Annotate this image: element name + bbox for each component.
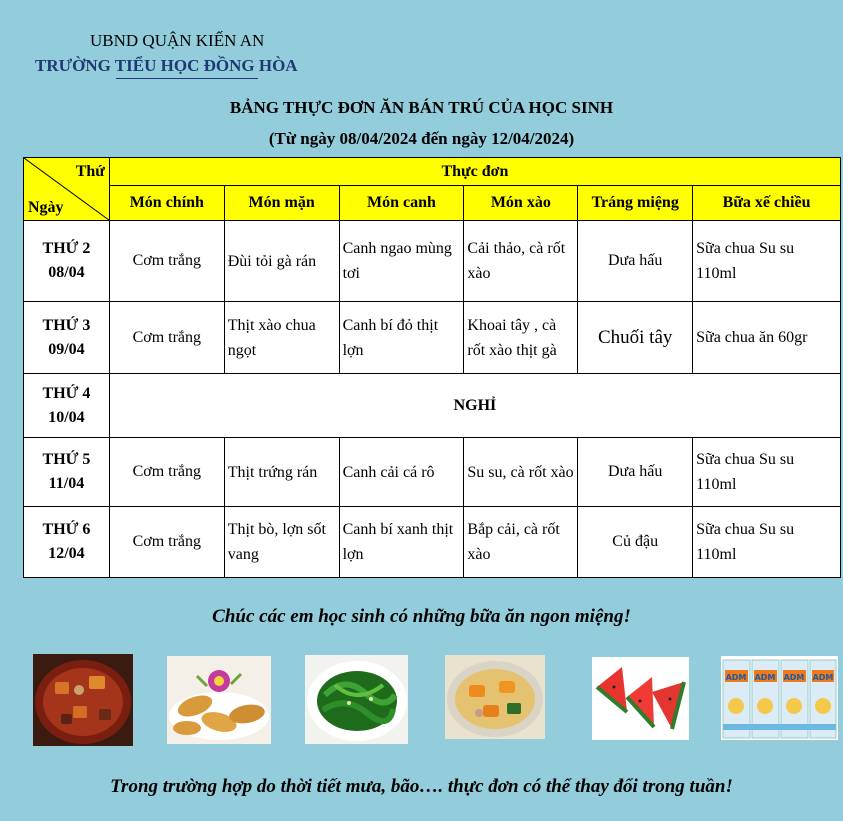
- table-row: [24, 507, 841, 578]
- carton-label: ADM: [725, 673, 747, 682]
- day-cell: [24, 438, 110, 507]
- table-row: [24, 302, 841, 374]
- org-name: UBND QUẬN KIẾN AN: [90, 31, 265, 50]
- column-header: Bữa xế chiều: [693, 186, 841, 221]
- column-header: Món xào: [464, 186, 578, 221]
- carton-label: ADM: [754, 673, 776, 682]
- day-date: 10/04: [48, 408, 85, 426]
- column-header: Món chính: [109, 186, 224, 221]
- corner-label-day: Thứ: [75, 163, 105, 180]
- table-row: [24, 374, 841, 438]
- dish-cell: Củ đậu: [578, 507, 693, 578]
- dish-cell: Canh bí xanh thịt lợn: [339, 507, 464, 578]
- menu-date-range: (Từ ngày 08/04/2024 đến ngày 12/04/2024): [268, 129, 575, 148]
- dish-cell: Khoai tây , cà rốt xào thịt gà: [464, 302, 578, 374]
- day-name: THỨ 3: [42, 316, 91, 334]
- dish-cell: Canh bí đỏ thịt lợn: [339, 302, 464, 374]
- dish-cell: Sữa chua Su su 110ml: [693, 221, 841, 302]
- dish-cell: Cơm trắng: [109, 302, 224, 374]
- column-header: Tráng miệng: [578, 186, 693, 221]
- school-underline: [116, 78, 258, 79]
- carton-label: ADM: [783, 673, 805, 682]
- group-header: Thực đơn: [109, 158, 840, 186]
- day-date: 09/04: [48, 340, 85, 358]
- dish-cell: Sữa chua ăn 60gr: [693, 302, 841, 374]
- carton-label: ADM: [812, 673, 834, 682]
- dish-cell: Dưa hấu: [578, 221, 693, 302]
- fried-chicken-photo: [167, 656, 271, 744]
- dish-cell: Dưa hấu: [578, 438, 693, 507]
- column-header: Món canh: [339, 186, 464, 221]
- pumpkin-soup-photo: [445, 655, 545, 739]
- table-header-row: [24, 158, 841, 186]
- corner-label-date: Ngày: [28, 199, 64, 216]
- day-name: THỨ 6: [42, 521, 91, 538]
- table-row: [24, 438, 841, 507]
- dish-cell: Canh cải cá rô: [339, 438, 464, 507]
- wish-message: Chúc các em học sinh có những bữa ăn ngon miệng!: [212, 606, 631, 627]
- dish-cell: Đùi tỏi gà rán: [224, 221, 339, 302]
- dish-cell: Cơm trắng: [109, 221, 224, 302]
- dish-cell: Chuối tây: [578, 302, 693, 374]
- day-name: THỨ 4: [42, 384, 91, 402]
- dish-cell: Bắp cải, cà rốt xào: [464, 507, 578, 578]
- watermelon-photo: [592, 657, 689, 740]
- menu-table: [23, 157, 841, 578]
- column-header: Món mặn: [224, 186, 339, 221]
- day-cell: [24, 374, 110, 438]
- day-date: 11/04: [48, 475, 85, 492]
- menu-title: BẢNG THỰC ĐƠN ĂN BÁN TRÚ CỦA HỌC SINH: [229, 98, 614, 117]
- corner-cell: [24, 158, 110, 221]
- day-date: 08/04: [48, 264, 85, 281]
- dish-cell: Su su, cà rốt xào: [464, 438, 578, 507]
- beef-stew-photo: [33, 654, 133, 746]
- day-cell: [24, 302, 110, 374]
- stir-fried-greens-photo: [305, 655, 408, 744]
- dish-cell: Cải thảo, cà rốt xào: [464, 221, 578, 302]
- dish-cell: Canh ngao mùng tơi: [339, 221, 464, 302]
- dish-cell: Sữa chua Su su 110ml: [693, 438, 841, 507]
- school-name: TRƯỜNG TIỂU HỌC ĐỒNG HÒA: [35, 56, 298, 75]
- dish-cell: Cơm trắng: [109, 507, 224, 578]
- weather-note: Trong trường hợp do thời tiết mưa, bão…. thực đơn có thể thay đổi trong tuần!: [110, 776, 733, 797]
- dish-cell: Thịt xào chua ngọt: [224, 302, 339, 374]
- dish-cell: Thịt trứng rán: [224, 438, 339, 507]
- day-cell: [24, 221, 110, 302]
- dish-cell: Cơm trắng: [109, 438, 224, 507]
- dish-cell: Thịt bò, lợn sốt vang: [224, 507, 339, 578]
- dish-cell: Sữa chua Su su 110ml: [693, 507, 841, 578]
- day-name: THỨ 5: [42, 451, 91, 468]
- milk-cartons-photo: [721, 656, 838, 740]
- rest-day-cell: NGHỈ: [109, 374, 840, 438]
- day-name: THỨ 2: [42, 240, 91, 257]
- column-header-row: [24, 186, 841, 221]
- day-date: 12/04: [48, 545, 85, 562]
- day-cell: [24, 507, 110, 578]
- table-row: [24, 221, 841, 302]
